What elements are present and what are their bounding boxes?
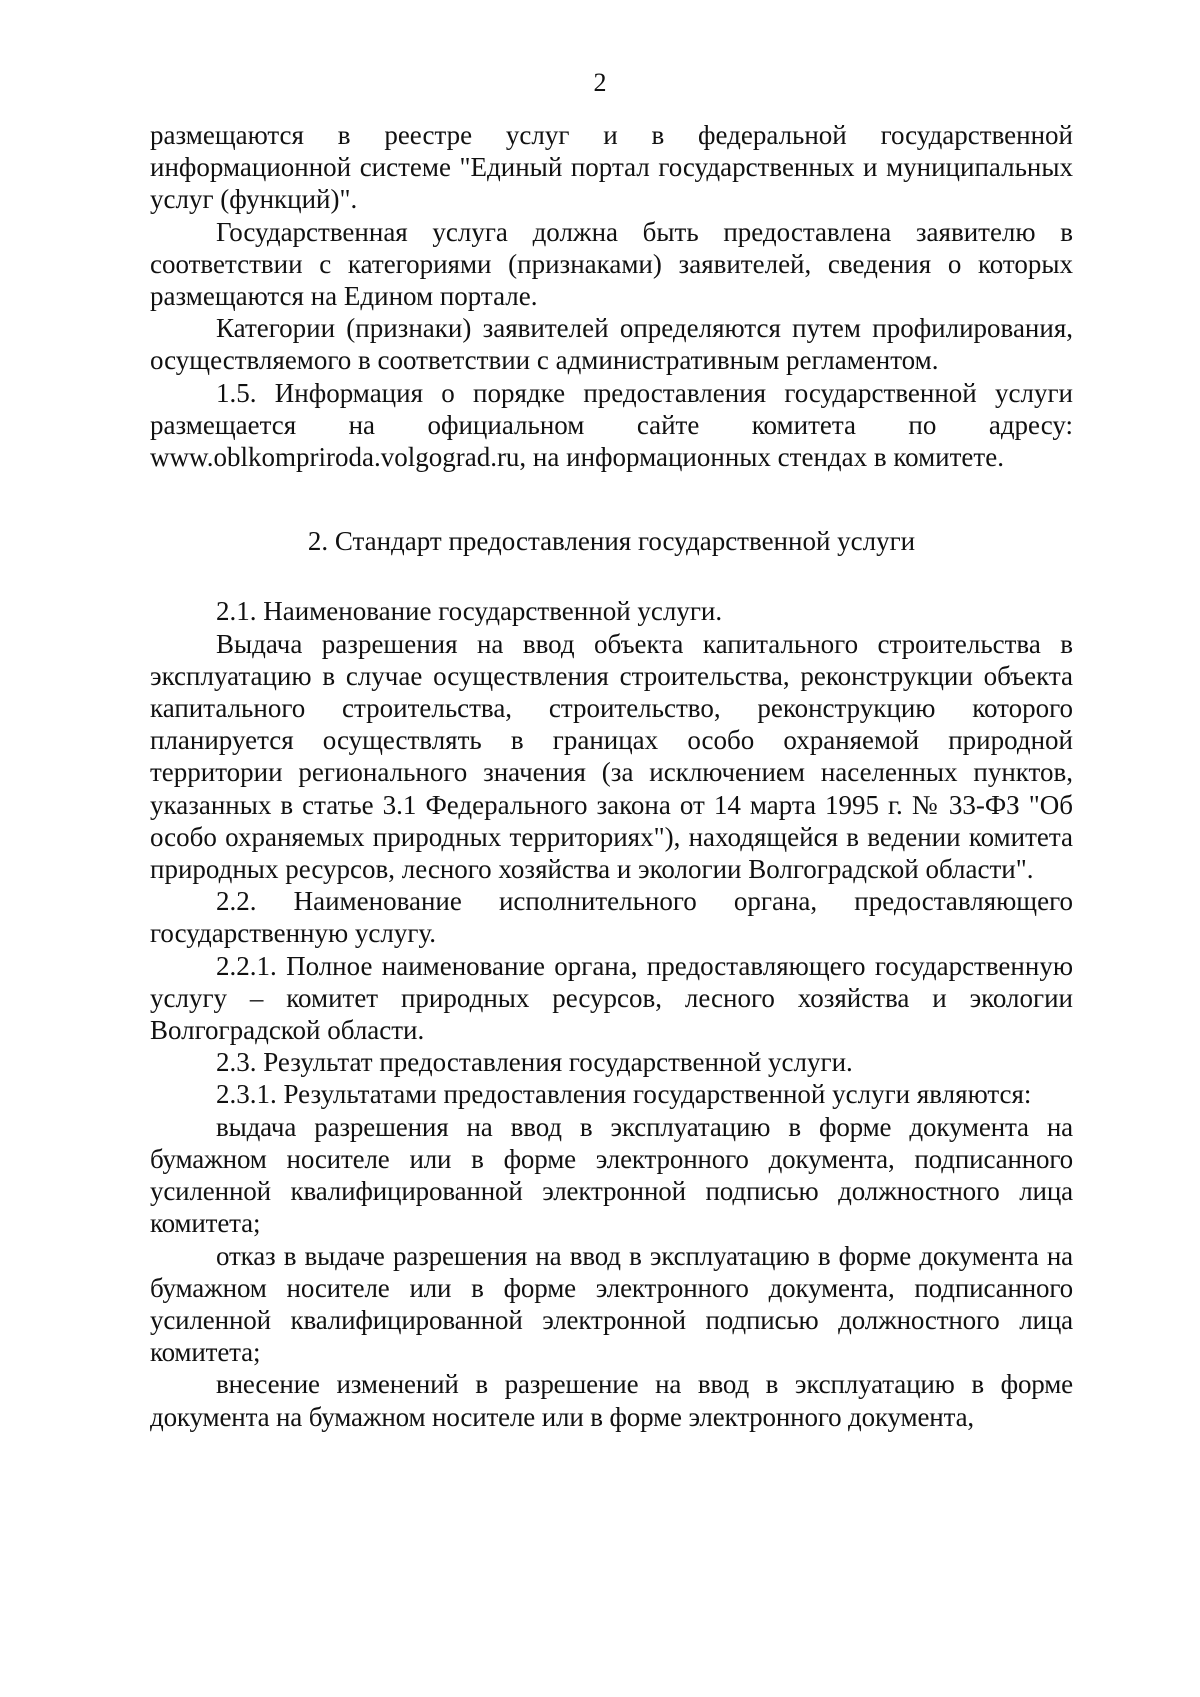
paragraph-applicant-categories: Государственная услуга должна быть предоставлена заявителю в соответствии с категориями (признаками) заявителей, сведения о которых размещаются на Едином портале.: [150, 216, 1073, 312]
document-body: [150, 119, 1073, 1433]
paragraph-result-refusal: отказ в выдаче разрешения на ввод в эксплуатацию в форме документа на бумажном носителе или в форме электронного документа, подписанного усиленной квалифицированной электронной подписью должностного лица комитета;: [150, 1240, 1073, 1368]
paragraph-2-2: 2.2. Наименование исполнительного органа, предоставляющего государственную услугу.: [150, 886, 1073, 949]
section-2-heading: 2. Стандарт предоставления государственной услуги: [307, 526, 916, 557]
paragraph-1-5-information: 1.5. Информация о порядке предоставления государственной услуги размещается на официальном сайте комитета по адресу: www.oblkompriroda.volgograd.ru, на информационных стендах в комитете.: [150, 377, 1073, 473]
paragraph-result-issuance: выдача разрешения на ввод в эксплуатацию в форме документа на бумажном носителе или в форме электронного документа, подписанного усиленной квалифицированной электронной подписью должностного лица комитета;: [150, 1111, 1073, 1239]
paragraph-registry-placement: размещаются в реестре услуг и в федеральной государственной информационной системе "Единый портал государственных и муниципальных услуг (функций)".: [150, 120, 1073, 215]
paragraph-profiling: Категории (признаки) заявителей определяются путем профилирования, осуществляемого в соответствии с административным регламентом.: [150, 313, 1073, 376]
page-number: 2: [593, 68, 607, 97]
paragraph-result-amendment: внесение изменений в разрешение на ввод в эксплуатацию в форме документа на бумажном носителе или в форме электронного документа,: [150, 1369, 1073, 1432]
paragraph-service-name: Выдача разрешения на ввод объекта капитального строительства в эксплуатацию в случае осуществления строительства, реконструкции объекта капитального строительства, строительство, реконструкцию которого планируется осуществлять в границах особо охраняемой природной территории регионального значения (за исключением населенных пунктов, указанных в статье 3.1 Федерального закона от 14 марта 1995 г. № 33-ФЗ "Об особо охраняемых природных территориях"), находящейся в ведении комитета природных ресурсов, лесного хозяйства и экологии Волгоградской области".: [150, 628, 1073, 885]
paragraph-2-3: 2.3. Результат предоставления государственной услуги.: [216, 1047, 853, 1078]
paragraph-2-1: 2.1. Наименование государственной услуги.: [216, 596, 723, 627]
paragraph-2-3-1: 2.3.1. Результатами предоставления государственной услуги являются:: [216, 1079, 1032, 1110]
paragraph-2-2-1: 2.2.1. Полное наименование органа, предоставляющего государственную услугу – комитет природных ресурсов, лесного хозяйства и экологии Волгоградской области.: [150, 950, 1073, 1046]
